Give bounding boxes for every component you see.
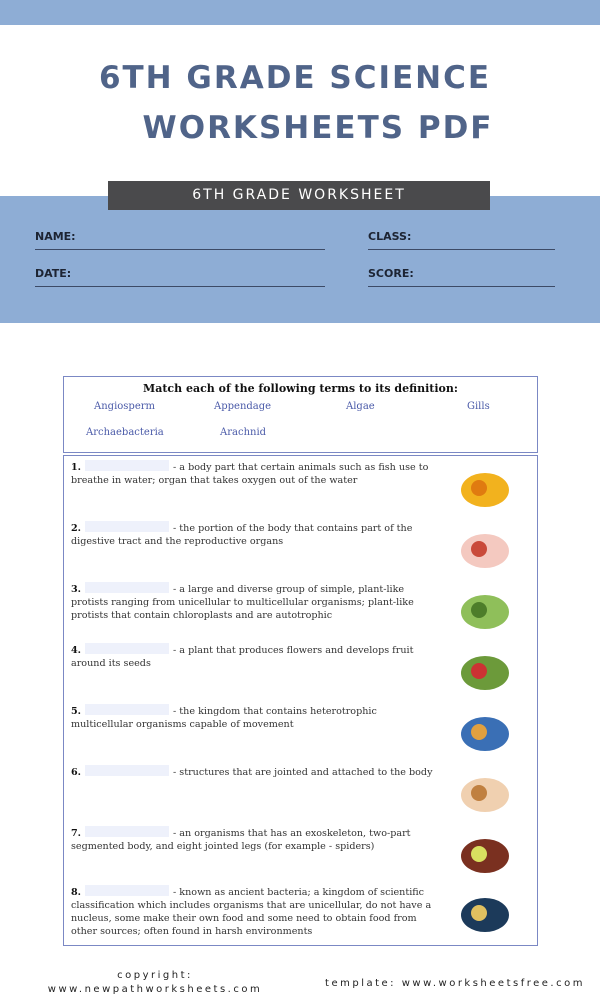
question-item bbox=[71, 885, 441, 938]
question-text: - a body part that certain animals such as fish use to breathe in water; organ that takes oxygen out of the water bbox=[71, 462, 429, 486]
class-field[interactable]: CLASS: bbox=[368, 230, 555, 250]
top-band bbox=[0, 0, 600, 25]
page-title-line2: WORKSHEETS PDF bbox=[142, 110, 494, 146]
questions-box bbox=[63, 455, 538, 946]
appendages-image bbox=[454, 769, 516, 819]
term: Angiosperm bbox=[94, 401, 155, 412]
date-field[interactable]: DATE: bbox=[35, 267, 325, 287]
page-title-line1: 6TH GRADE SCIENCE bbox=[98, 60, 492, 96]
question-number: 5. bbox=[71, 706, 82, 717]
question-item bbox=[71, 582, 441, 622]
question-number: 7. bbox=[71, 828, 82, 839]
question-number: 2. bbox=[71, 523, 82, 534]
question-text: - the kingdom that contains heterotrophic multicellular organisms capable of movement bbox=[71, 706, 377, 730]
question-number: 6. bbox=[71, 767, 82, 778]
term: Archaebacteria bbox=[86, 427, 164, 438]
term: Algae bbox=[346, 401, 375, 412]
info-band bbox=[0, 196, 600, 323]
question-item bbox=[71, 704, 441, 731]
question-text: - a plant that produces flowers and develops fruit around its seeds bbox=[71, 645, 414, 669]
question-number: 4. bbox=[71, 645, 82, 656]
question-item bbox=[71, 826, 441, 853]
question-item bbox=[71, 643, 441, 670]
question-text: - a large and diverse group of simple, plant-like protists ranging from unicellular to multicellular organisms; plant-like protists that contain chloroplasts and are autotrophic bbox=[71, 584, 414, 621]
apple-tree-image bbox=[454, 647, 516, 697]
instruction: Match each of the following terms to its definition: bbox=[143, 382, 458, 395]
template-credit: template: www.worksheetsfree.com bbox=[325, 978, 585, 989]
question-text: - known as ancient bacteria; a kingdom of scientific classification which includes organisms that are unicellular, do not have a nucleus, some make their own food and some need to obtain food from other sources; often found in harsh environments bbox=[71, 887, 432, 937]
answer-blank[interactable] bbox=[85, 643, 169, 654]
answer-blank[interactable] bbox=[85, 765, 169, 776]
answer-blank[interactable] bbox=[85, 826, 169, 837]
question-item bbox=[71, 521, 441, 548]
answer-blank[interactable] bbox=[85, 460, 169, 471]
subtitle-bar: 6TH GRADE WORKSHEET bbox=[108, 181, 490, 210]
animal-kingdom-tree-image bbox=[454, 708, 516, 758]
term: Gills bbox=[467, 401, 490, 412]
copyright-url: www.newpathworksheets.com bbox=[47, 984, 263, 995]
question-number: 8. bbox=[71, 887, 82, 898]
question-text: - an organisms that has an exoskeleton, two-part segmented body, and eight jointed legs (for example - spiders) bbox=[71, 828, 411, 852]
score-field[interactable]: SCORE: bbox=[368, 267, 555, 287]
copyright-label: copyright: bbox=[117, 970, 193, 981]
abdomen-image bbox=[454, 525, 516, 575]
spiders-image bbox=[454, 830, 516, 880]
name-field[interactable]: NAME: bbox=[35, 230, 325, 250]
fish-gills-image bbox=[454, 464, 516, 514]
archaebacteria-image bbox=[454, 889, 516, 939]
word-bank bbox=[63, 376, 538, 453]
term: Appendage bbox=[214, 401, 272, 412]
answer-blank[interactable] bbox=[85, 521, 169, 532]
question-item bbox=[71, 460, 441, 487]
question-item bbox=[71, 765, 441, 779]
algae-image bbox=[454, 586, 516, 636]
answer-blank[interactable] bbox=[85, 582, 169, 593]
term: Arachnid bbox=[220, 427, 267, 438]
question-number: 3. bbox=[71, 584, 82, 595]
answer-blank[interactable] bbox=[85, 885, 169, 896]
question-text: - the portion of the body that contains part of the digestive tract and the reproductive organs bbox=[71, 523, 413, 547]
question-text: - structures that are jointed and attached to the body bbox=[173, 767, 433, 778]
question-number: 1. bbox=[71, 462, 82, 473]
answer-blank[interactable] bbox=[85, 704, 169, 715]
